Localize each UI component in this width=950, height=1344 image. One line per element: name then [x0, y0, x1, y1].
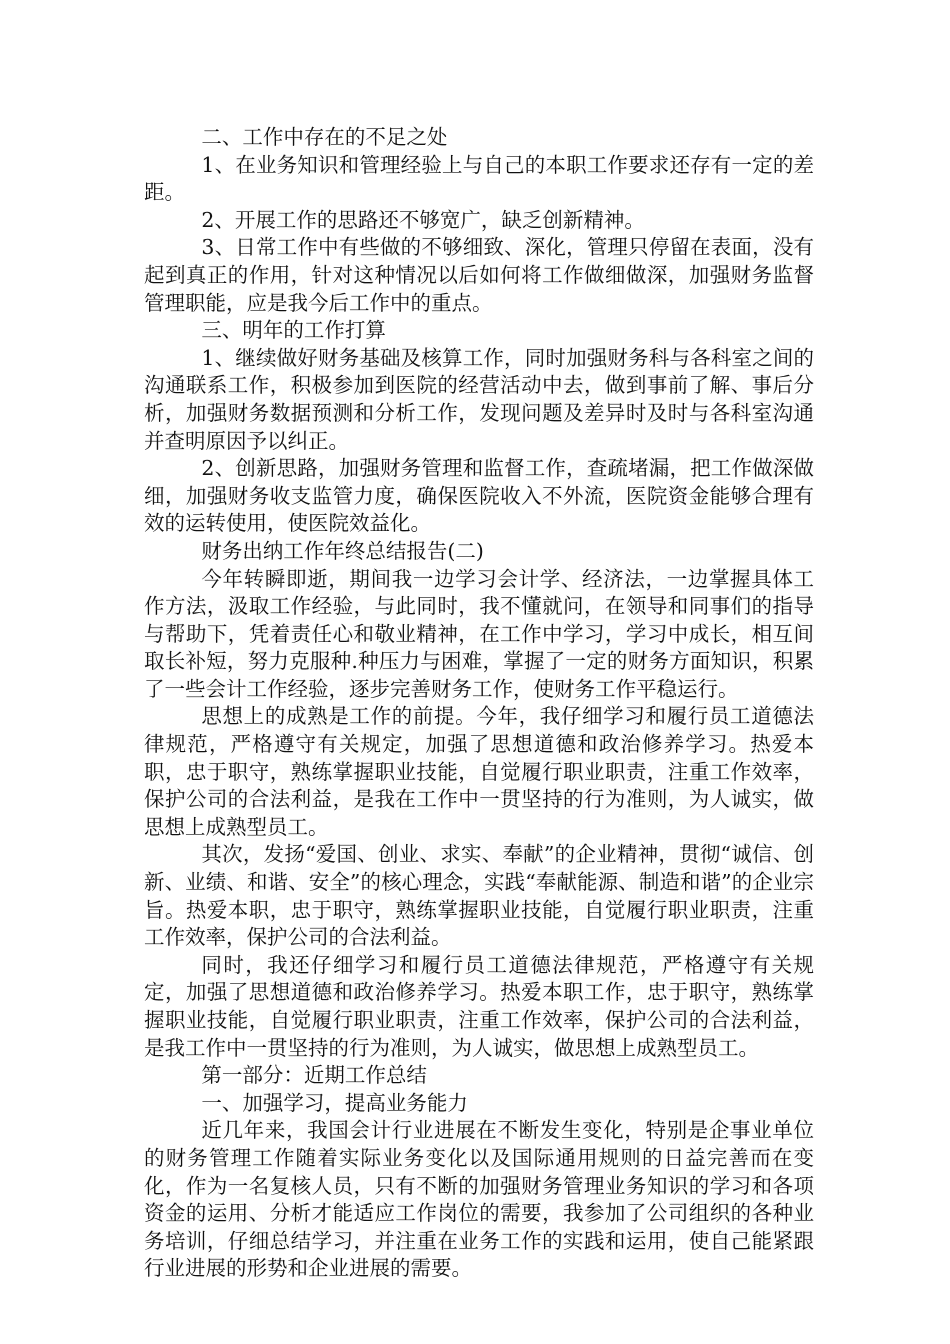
paragraph: 1、在业务知识和管理经验上与自己的本职工作要求还存有一定的差距。	[144, 152, 814, 205]
paragraph: 其次，发扬“爱国、创业、求实、奉献”的企业精神，贯彻“诚信、创新、业绩、和谐、安全”的核心理念，实践“奉献能源、制造和谐”的企业宗旨。热爱本职，忠于职守，熟练掌握职业技能，自觉履行职业职责，注重工作效率，保护公司的合法利益。	[144, 842, 814, 950]
section-heading-next-year-plan: 三、明年的工作打算	[201, 318, 386, 343]
paragraph: 3、日常工作中有些做的不够细致、深化，管理只停留在表面，没有起到真正的作用，针对这种情况以后如何将工作做细做深，加强财务监督管理职能，应是我今后工作中的重点。	[144, 235, 814, 315]
paragraph: 2、开展工作的思路还不够宽广，缺乏创新精神。	[201, 207, 645, 232]
document-body	[144, 124, 814, 1283]
section-heading-strengthen-learning: 一、加强学习，提高业务能力	[201, 1090, 468, 1115]
paragraph: 近几年来，我国会计行业进展在不断发生变化，特别是企事业单位的财务管理工作随着实际业务变化以及国际通用规则的日益完善而在变化，作为一名复核人员，只有不断的加强财务管理业务知识的学习和各项资金的运用、分析才能适应工作岗位的需要，我参加了公司组织的各种业务培训，仔细总结学习，并注重在业务工作的实践和运用，使自己能紧跟行业进展的形势和企业进展的需要。	[144, 1118, 814, 1281]
paragraph: 思想上的成熟是工作的前提。今年，我仔细学习和履行员工道德法律规范，严格遵守有关规定，加强了思想道德和政治修养学习。热爱本职，忠于职守，熟练掌握职业技能，自觉履行职业职责，注重工作效率，保护公司的合法利益，是我在工作中一贯坚持的行为准则，为人诚实，做思想上成熟型员工。	[144, 704, 814, 839]
report-title: 财务出纳工作年终总结报告(二)	[201, 538, 484, 563]
paragraph: 同时，我还仔细学习和履行员工道德法律规范，严格遵守有关规定，加强了思想道德和政治修养学习。热爱本职工作，忠于职守，熟练掌握职业技能，自觉履行职业职责，注重工作效率，保护公司的合法利益，是我工作中一贯坚持的行为准则，为人诚实，做思想上成熟型员工。	[144, 952, 814, 1060]
paragraph: 2、创新思路，加强财务管理和监督工作，查疏堵漏，把工作做深做细，加强财务收支监管力度，确保医院收入不外流，医院资金能够合理有效的运转使用，使医院效益化。	[144, 456, 814, 536]
paragraph: 今年转瞬即逝，期间我一边学习会计学、经济法，一边掌握具体工作方法，汲取工作经验，与此同时，我不懂就问，在领导和同事们的指导与帮助下，凭着责任心和敬业精神，在工作中学习，学习中成长，相互间取长补短，努力克服种.种压力与困难，掌握了一定的财务方面知识，积累了一些会计工作经验，逐步完善财务工作，使财务工作平稳运行。	[144, 566, 814, 701]
part-heading-recent-summary: 第一部分：近期工作总结	[201, 1063, 427, 1088]
section-heading-shortcomings: 二、工作中存在的不足之处	[201, 125, 448, 149]
paragraph: 1、继续做好财务基础及核算工作，同时加强财务科与各科室之间的沟通联系工作，积极参加到医院的经营活动中去，做到事前了解、事后分析，加强财务数据预测和分析工作，发现问题及差异时及时与各科室沟通并查明原因予以纠正。	[144, 345, 814, 453]
